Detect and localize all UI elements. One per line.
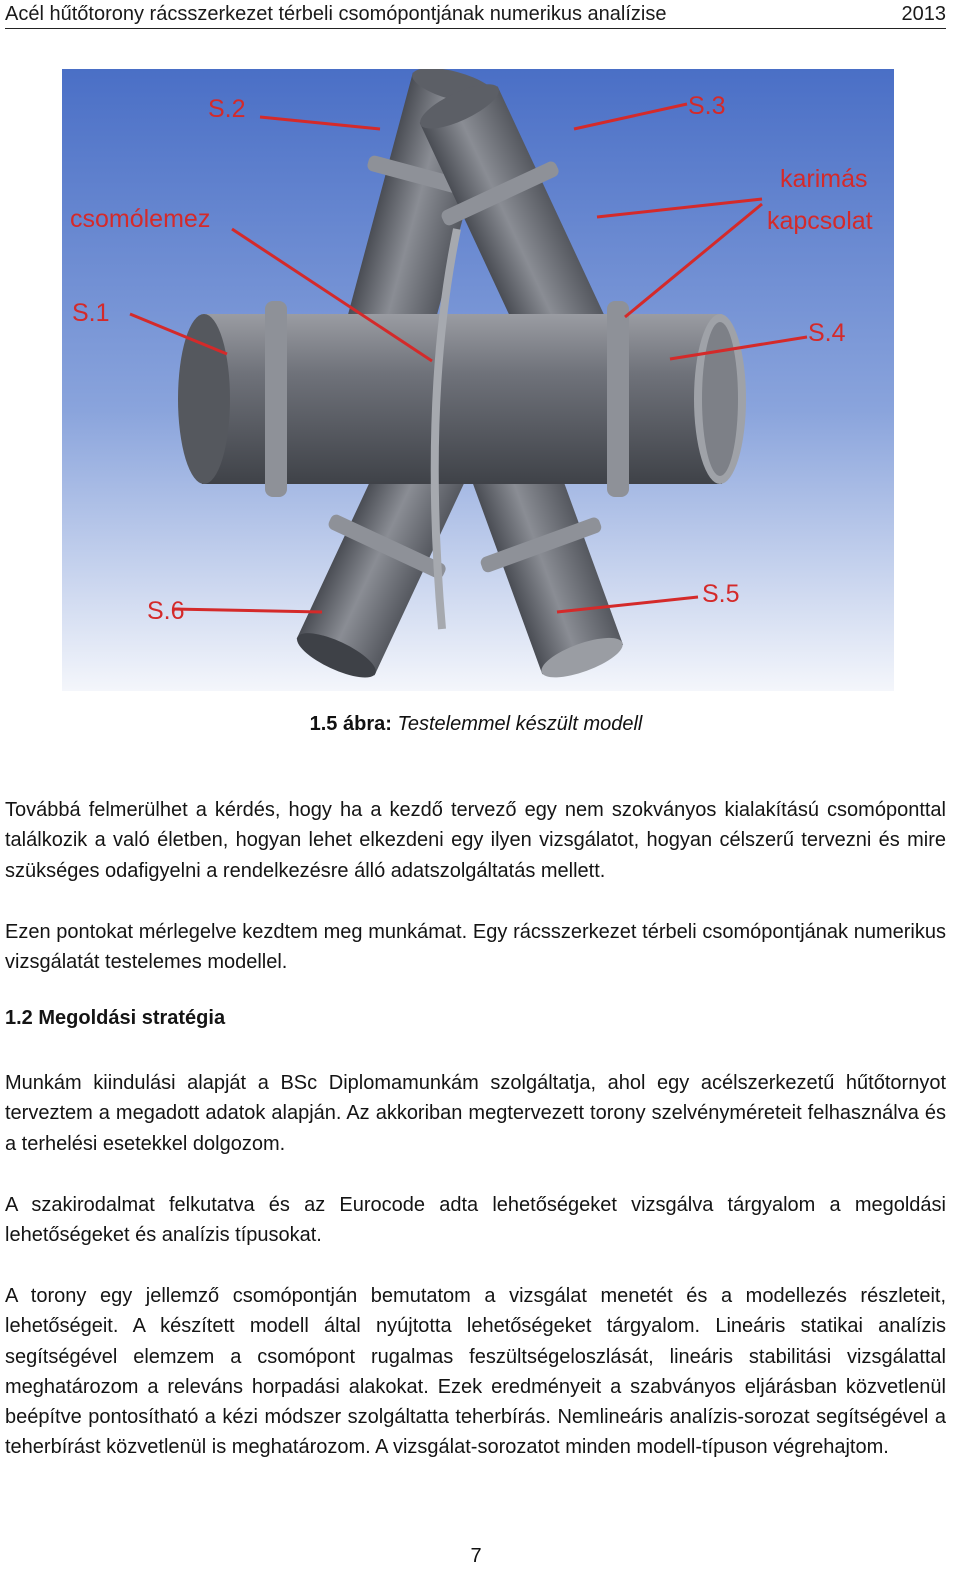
section-heading: 1.2 Megoldási stratégia xyxy=(5,1007,226,1029)
page-number: 7 xyxy=(470,1545,482,1567)
flange-s4 xyxy=(607,301,629,497)
label-karimas: karimás xyxy=(780,165,868,193)
pipe-main xyxy=(178,301,746,497)
label-kapcsolat: kapcsolat xyxy=(767,207,873,235)
caption-text: Testelemmel készült modell xyxy=(397,713,643,735)
label-s1: S.1 xyxy=(72,299,110,327)
paragraph-3: Munkám kiindulási alapját a BSc Diplomamunkám szolgáltatja, ahol egy acélszerkezetű hűtőtornyot terveztem a megadott adatok alapján. Az akkoriban megtervezett torony szelvényméreteit felhasználva és a terhelési esetekkel dolgozom. xyxy=(5,1072,946,1155)
figure-caption xyxy=(0,713,952,736)
figure-model-image xyxy=(62,69,894,691)
paragraph-4: A szakirodalmat felkutatva és az Eurocode adta lehetőségeket vizsgálva tárgyalom a megoldási lehetőségeket és analízis típusokat. xyxy=(5,1194,946,1247)
page-header xyxy=(5,0,946,29)
paragraph-1: Továbbá felmerülhet a kérdés, hogy ha a kezdő tervező egy nem szokványos kialakítású csomóponttal találkozik a való életben, hogyan lehet elkezdeni egy ilyen vizsgálatot, hogyan célszerű tervezni és mire szükséges odafigyelni a rendelkezésre álló adatszolgáltatás mellett. xyxy=(5,799,946,882)
label-csomolemez: csomólemez xyxy=(70,205,211,233)
pipe-joint-illustration xyxy=(62,69,894,691)
caption-number: 1.5 ábra: xyxy=(309,713,392,735)
paragraph-2: Ezen pontokat mérlegelve kezdtem meg munkámat. Egy rácsszerkezet térbeli csomópontjának numerikus vizsgálatát testelemes modellel. xyxy=(5,921,946,974)
label-s4: S.4 xyxy=(808,319,846,347)
flange-s1 xyxy=(265,301,287,497)
label-s6: S.6 xyxy=(147,597,185,625)
label-s3: S.3 xyxy=(688,92,726,120)
running-year: 2013 xyxy=(901,3,946,25)
label-s5: S.5 xyxy=(702,580,740,608)
paragraph-5: A torony egy jellemző csomópontján bemutatom a vizsgálat menetét és a modellezés részleteit, lehetőségeit. A készített modell által nyújtotta lehetőségeket tárgyalom. Lineáris statikai analízis segítségével elemzem a csomópont rugalmas feszültségeloszlását, lineáris stabilitási vizsgálattal meghatározom a releváns horpadási alakokat. Ezek eredményeit a szabványos eljárásban közvetlenül beépítve pontosítható a kézi módszer szolgáltatta teherbírás. Nemlineáris analízis-sorozat segítségével a teherbírást közvetlenül is meghatározom. A vizsgálat-sorozatot minden modell-típuson végrehajtom. xyxy=(5,1285,946,1459)
label-s2: S.2 xyxy=(208,95,246,123)
running-title: Acél hűtőtorony rácsszerkezet térbeli csomópontjának numerikus analízise xyxy=(5,3,667,25)
